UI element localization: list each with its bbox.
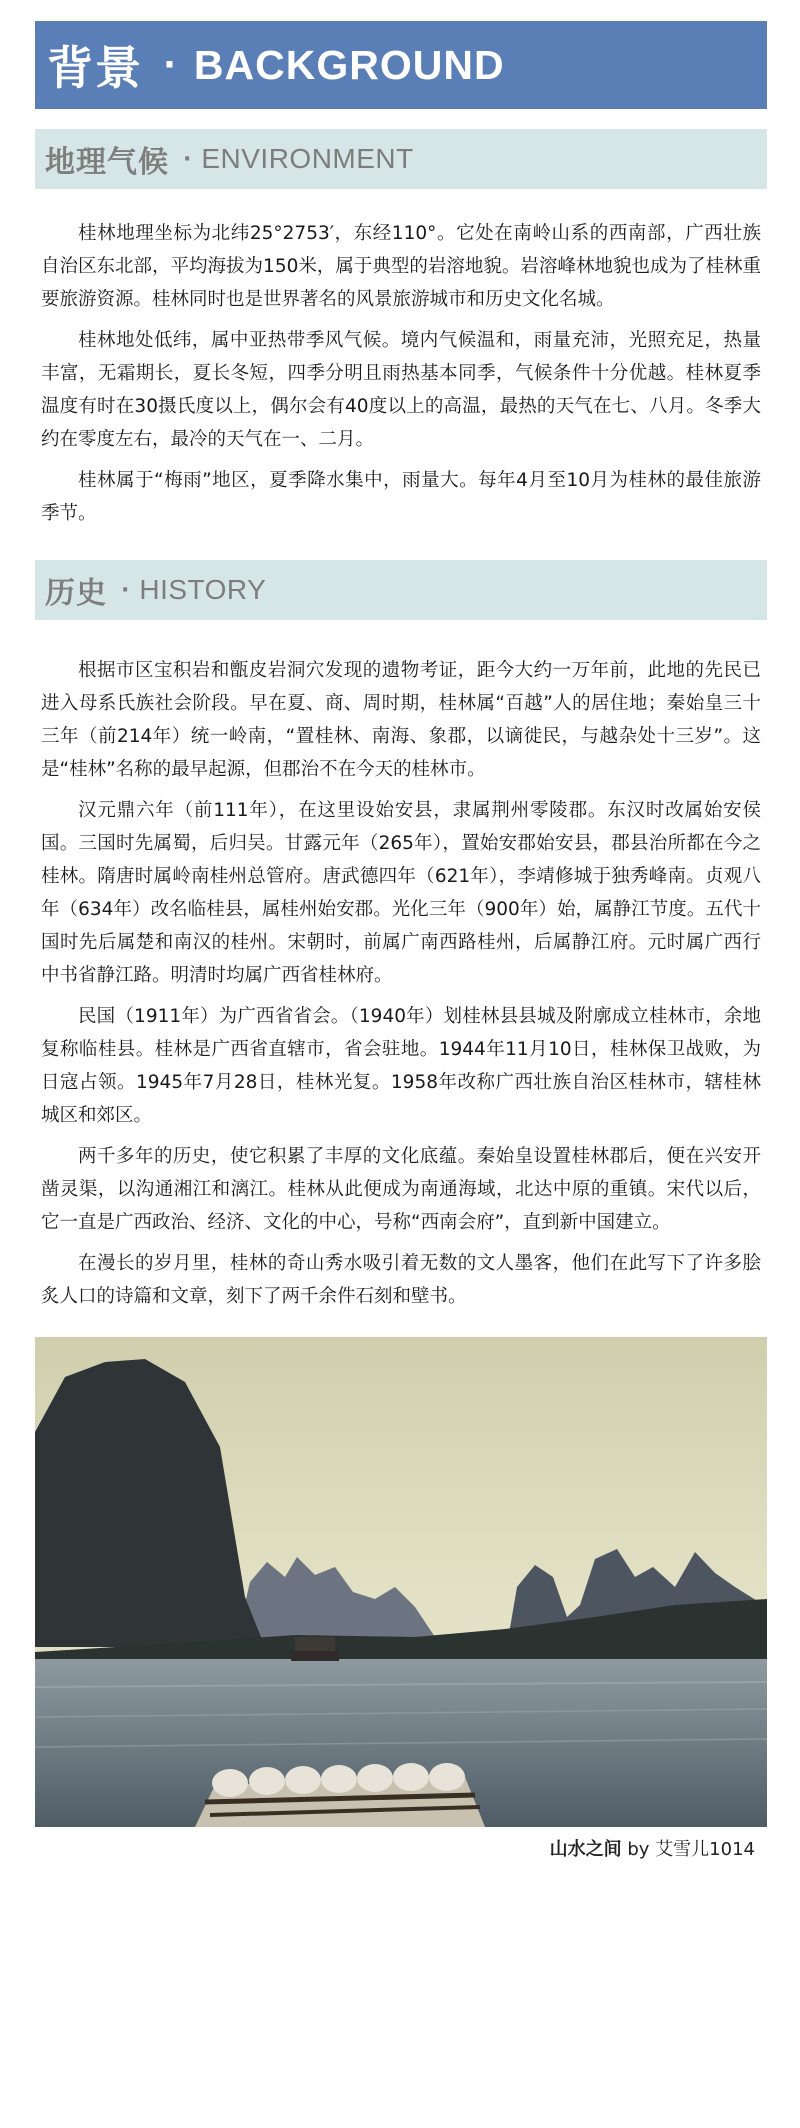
karst-river-illustration [35,1337,767,1827]
environment-header [35,129,767,189]
paragraph: 桂林地理坐标为北纬25°2753′，东经110°。它处在南岭山系的西南部，广西壮族自治区东北部，平均海拔为150米，属于典型的岩溶地貌。岩溶峰林地貌也成为了桂林重要旅游资源。桂林同时也是世界著名的风景旅游城市和历史文化名城。 [41,223,761,310]
caption-by: by [627,1839,650,1860]
paragraph: 根据市区宝积岩和甑皮岩洞穴发现的遗物考证，距今大约一万年前，此地的先民已进入母系氏族社会阶段。早在夏、商、周时期，桂林属“百越”人的居住地；秦始皇三十三年（前214年）统一岭南，“置桂林、南海、象郡，以谪徙民，与越杂处十三岁”。这是“桂林”名称的最早起源，但郡治不在今天的桂林市。 [41,660,761,780]
paragraph: 桂林属于“梅雨”地区，夏季降水集中，雨量大。每年4月至10月为桂林的最佳旅游季节。 [41,470,761,524]
history-title-en: HISTORY [139,574,267,605]
main-title-en: BACKGROUND [193,41,505,88]
landscape-photo [35,1337,767,1827]
environment-text [35,217,767,530]
main-header [35,21,767,109]
title-separator-dot: · [183,146,192,172]
photo-caption [35,1835,767,1861]
title-separator-dot: · [163,45,176,85]
paragraph: 桂林地处低纬，属中亚热带季风气候。境内气候温和，雨量充沛，光照充足，热量丰富，无霜期长，夏长冬短，四季分明且雨热基本同季，气候条件十分优越。桂林夏季温度有时在30摄氏度以上，偶尔会有40度以上的高温，最热的天气在七、八月。冬季大约在零度左右，最冷的天气在一、二月。 [41,330,761,450]
environment-title-zh: 地理气候 [45,145,169,180]
article [35,0,767,1861]
caption-author: 艾雪儿1014 [655,1839,755,1860]
history-text [35,654,767,1313]
paragraph: 民国（1911年）为广西省省会。（1940年）划桂林县县城及附廓成立桂林市，余地复称临桂县。桂林是广西省直辖市，省会驻地。1944年11月10日，桂林保卫战败，为日寇占领。1945年7月28日，桂林光复。1958年改称广西壮族自治区桂林市，辖桂林城区和郊区。 [41,1006,761,1126]
title-separator-dot: · [121,577,130,603]
caption-title: 山水之间 [549,1839,622,1860]
main-title-zh: 背景 [47,41,143,95]
history-title-zh: 历史 [45,576,107,611]
paragraph: 在漫长的岁月里，桂林的奇山秀水吸引着无数的文人墨客，他们在此写下了许多脍炙人口的诗篇和文章，刻下了两千余件石刻和壁书。 [41,1253,761,1307]
history-header [35,560,767,620]
environment-title-en: ENVIRONMENT [201,143,414,174]
paragraph: 汉元鼎六年（前111年），在这里设始安县，隶属荆州零陵郡。东汉时改属始安侯国。三国时先属蜀，后归吴。甘露元年（265年），置始安郡始安县，郡县治所都在今之桂林。隋唐时属岭南桂州总管府。唐武德四年（621年），李靖修城于独秀峰南。贞观八年（634年）改名临桂县，属桂州始安郡。光化三年（900年）始，属静江节度。五代十国时先后属楚和南汉的桂州。宋朝时，前属广南西路桂州，后属静江府。元时属广西行中书省静江路。明清时均属广西省桂林府。 [41,800,761,986]
paragraph: 两千多年的历史，使它积累了丰厚的文化底蕴。秦始皇设置桂林郡后，便在兴安开凿灵渠，以沟通湘江和漓江。桂林从此便成为南通海域，北达中原的重镇。宋代以后，它一直是广西政治、经济、文化的中心，号称“西南会府”，直到新中国建立。 [41,1146,761,1233]
